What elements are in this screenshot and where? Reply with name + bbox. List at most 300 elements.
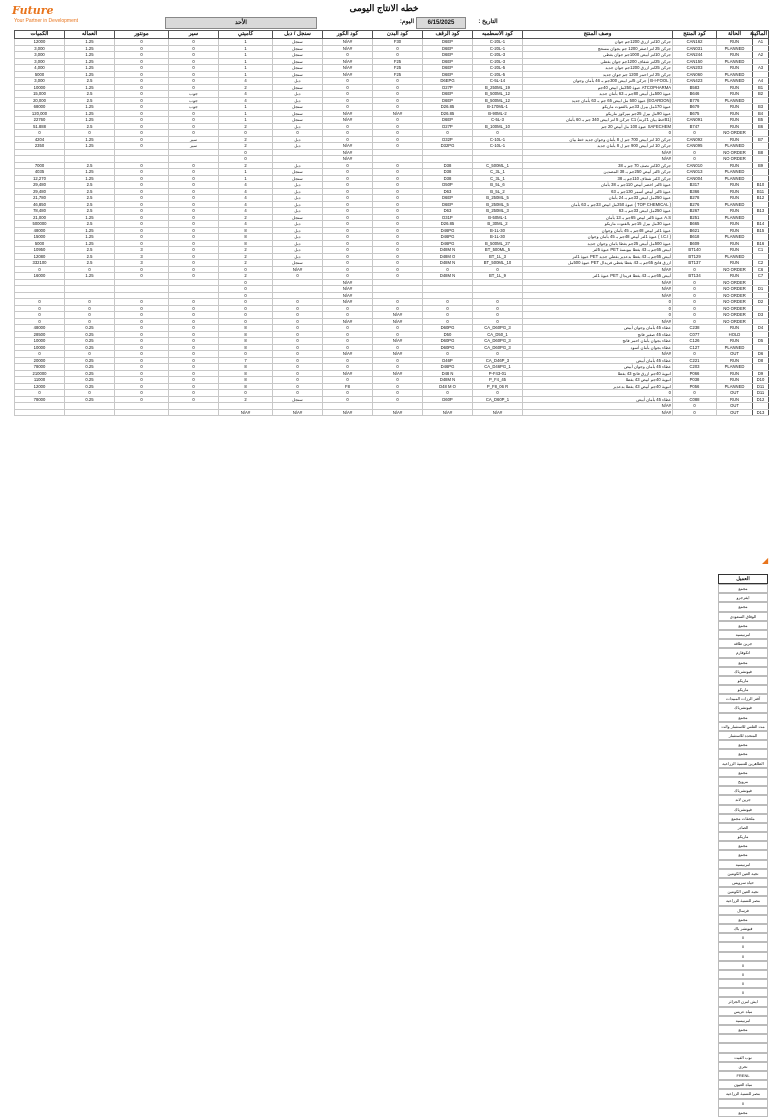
table-cell: C221 [673,357,717,364]
table-cell: P_F4_45 [473,377,523,384]
table-cell: 0 [373,247,423,254]
table-cell: 0 [323,390,373,397]
table-cell: 0 [169,195,219,202]
table-cell: D6EP [423,97,473,104]
table-cell: A3 [753,65,769,72]
table-cell: 1.25 [65,175,115,182]
table-cell: D50P [423,182,473,189]
customer-list [718,584,768,1117]
table-cell: CA_D46P_3 [473,357,523,364]
table-cell: 0 [65,312,115,319]
column-header: سنجل / دبل [273,31,323,39]
table-cell: 7000 [15,162,65,169]
table-cell: 0 [473,351,523,358]
table-cell: 0.25 [65,325,115,332]
table-cell: 0 [373,234,423,241]
table-cell: 0 [523,299,673,306]
table-cell: 8 [219,344,273,351]
table-cell: PLANNED [717,253,753,260]
table-cell: 0 [15,299,65,306]
table-cell: 3,000 [15,78,65,85]
table-cell: 0 [373,325,423,332]
table-cell: 2.5 [65,260,115,267]
table-cell: ازرق فاتح 65جم بـ 43 بغطا بغطي فريدال PET عبوة 500مل [523,260,673,267]
customer-row: فيوتشرباك [718,786,768,795]
table-cell: RUN [717,195,753,202]
table-cell: 0 [323,364,373,371]
table-cell: D6EP [423,117,473,124]
table-cell: 0 [373,162,423,169]
table-cell: CAN092 [673,136,717,143]
table-cell: 46,850 [15,201,65,208]
table-cell: 2 [219,123,273,130]
table-cell: B-1L-30 [473,227,523,234]
table-cell: دبل [273,188,323,195]
customer-row [718,1043,768,1052]
table-cell: 0 [323,104,373,111]
table-cell: D50 [423,331,473,338]
table-cell: 0 [169,240,219,247]
table-cell: 0 [673,266,717,273]
table-cell: 0 [115,97,169,104]
table-cell: #N/A [323,143,373,150]
table-cell: 1.25 [65,71,115,78]
table-cell: PLANNED [717,234,753,241]
table-cell: 0 [473,305,523,312]
table-cell: 1.25 [65,214,115,221]
customer-row: اتكوفارم [718,648,768,657]
table-cell: 1.25 [65,234,115,241]
table-cell: 0 [523,305,673,312]
column-header: العماله [65,31,115,39]
table-cell: 0 [373,130,423,137]
table-cell: C-20L-1 [473,45,523,52]
table-cell: #N/A [523,266,673,273]
table-cell: 0 [323,260,373,267]
table-cell: 0 [273,299,323,306]
column-header: مونتور [115,31,169,39]
table-cell: دبل [273,247,323,254]
logo-tagline: Your Partner in Development [14,18,79,24]
table-cell: جركن 10لتر نصف 70 جم بـ 38 [523,162,673,169]
table-cell: RUN [717,188,753,195]
table-cell: سير [169,136,219,143]
table-cell: 4 [219,78,273,85]
table-cell: NO ORDER [717,149,753,156]
table-cell: B_500ML_27 [473,240,523,247]
table-cell: B_100ML_10 [473,123,523,130]
customer-row: مرويح [718,777,768,786]
table-cell: #N/A [373,370,423,377]
table-cell: C203 [673,364,717,371]
table-cell: ( B-I-FOOL ) جركن 5لتر ابيض 300جم بـ 46 بأمان وجوان [523,78,673,85]
table-cell: 0 [323,234,373,241]
table-cell: B366 [673,188,717,195]
table-cell: 0 [323,78,373,85]
table-cell: 0 [169,39,219,46]
table-cell: 10000 [15,344,65,351]
table-cell: سير [169,143,219,150]
table-cell: RUN [717,325,753,332]
column-header: وصف المنتج [523,31,673,39]
table-cell: عبوة 5لتر اخضر أبيض 110جم بـ 38 بأمان [523,182,673,189]
table-cell: دبل [273,91,323,98]
table-cell: 0 [673,299,717,306]
table-cell: 0 [115,195,169,202]
table-cell: 0 [373,383,423,390]
customer-row: امرنيسيه [718,860,768,869]
table-cell: #N/A [323,318,373,325]
table-cell: B3 [753,104,769,111]
table-cell: 0 [115,377,169,384]
table-cell: P066 [673,370,717,377]
table-cell: 0 [373,221,423,228]
table-cell: PLANNED [717,78,753,85]
table-cell: CAN060 [673,71,717,78]
table-cell: 8 [219,227,273,234]
table-cell: 0 [323,201,373,208]
table-cell: 0 [219,279,273,286]
table-cell: D27P [423,84,473,91]
table-cell: 1.25 [65,227,115,234]
table-cell: C077 [673,331,717,338]
table-cell: D6EP [423,65,473,72]
table-cell: 0 [673,279,717,286]
day-value: الأحد [165,17,317,29]
customer-row: فيوتشر باك [718,924,768,933]
table-cell: RUN [717,396,753,403]
table-cell: D48M N [423,260,473,267]
table-cell: 2 [219,84,273,91]
table-cell: CAN031 [673,45,717,52]
table-cell: D1 [753,286,769,293]
table-cell: 0 [169,117,219,124]
table-cell: D46PG [423,240,473,247]
table-cell: 0 [423,130,473,137]
table-cell: #N/A [323,370,373,377]
table-cell: ابيض 65جم بـ 43 بغطا ببوبسة PET عبوة 5لتر [523,247,673,254]
table-cell: 0.25 [65,370,115,377]
table-cell: 0 [323,214,373,221]
table-cell: 15,000 [15,91,65,98]
table-cell: دبل [273,182,323,189]
table-cell: 8 [219,364,273,371]
table-cell: 16000 [15,273,65,280]
table-cell: RUN [717,65,753,72]
table-cell: دبل [273,97,323,104]
table-cell: #N/A [523,403,673,410]
table-cell: 3,000 [15,58,65,65]
table-cell: #N/A [273,266,323,273]
table-cell: B-170ML-1 [473,104,523,111]
table-cell: 0 [323,91,373,98]
table-cell: 2 [219,273,273,280]
table-cell: 0 [373,97,423,104]
table-cell: A4 [753,78,769,85]
table-cell: 0.25 [65,377,115,384]
table-cell: انبوبة 40جم ازرق فاتح 43 بغطا [523,370,673,377]
logo-main-text: Future [12,4,54,17]
table-cell: CA_D60PG_3 [473,325,523,332]
table-cell: #N/A [373,312,423,319]
table-cell: D6EP [423,71,473,78]
table-cell: B679 [673,104,717,111]
table-cell: 0 [373,195,423,202]
customer-row: المتحده للاستثمار [718,731,768,740]
table-cell: 0 [115,364,169,371]
table-cell: OUT [717,403,753,410]
table-cell: CAN423 [673,78,717,85]
table-cell: 0 [169,377,219,384]
table-cell: C126 [673,338,717,345]
table-cell: B665 [673,221,717,228]
table-cell: #N/A [323,156,373,163]
table-cell: F8 [323,383,373,390]
column-header: سير [169,31,219,39]
table-cell: عبوة 1لتر ابيض 48جم بـ 45 بأمان وجوان [523,227,673,234]
table-cell: 2.5 [65,195,115,202]
table-cell: 0 [373,364,423,371]
table-cell: 0 [373,331,423,338]
table-cell: D6 [753,351,769,358]
table-cell: 2.5 [65,123,115,130]
table-cell: غطاء بجوان بأمان أسود [523,344,673,351]
table-cell: 2350 [15,143,65,150]
table-cell: 0 [373,344,423,351]
table-cell: جوب [169,104,219,111]
customer-row: ايفرجرو [718,593,768,602]
customer-row: نحرى [718,1062,768,1071]
table-cell: 8 [219,331,273,338]
table-cell: CAN162 [673,39,717,46]
customer-row: ماريكو [718,676,768,685]
table-cell: 4035 [15,169,65,176]
customer-row: آفتر الرزات المبيدات [718,694,768,703]
customer-row: مجمع [718,1108,768,1117]
table-cell: C6 [753,266,769,273]
customer-row: فيوتشرباك [718,703,768,712]
table-cell: 2.5 [65,208,115,215]
table-cell: 0 [169,58,219,65]
table-cell: 0 [273,370,323,377]
table-cell: #N/A [373,338,423,345]
table-cell: C-20L-1 [473,39,523,46]
column-header: الكميات [15,31,65,39]
table-cell: 10000 [15,84,65,91]
table-cell: C088 [673,396,717,403]
table-cell: 210000 [15,370,65,377]
table-cell: عبوة 170مل بيرل 33جم بالفتوت ماريكو [523,104,673,111]
table-cell: 0 [323,396,373,403]
table-cell: 1 [219,65,273,72]
table-cell: 120,000 [15,110,65,117]
customer-row: نجيه العين الكونتين [718,887,768,896]
table-cell: A1 [753,39,769,46]
table-cell: 0 [673,130,717,137]
table-cell: جركن 25 لتر اصفر 1200 جم بجوان مسحج [523,45,673,52]
table-cell: 0 [323,97,373,104]
table-cell: 0 [273,318,323,325]
table-cell: 0 [673,390,717,397]
table-cell: سنجل [273,396,323,403]
table-cell: 0 [373,273,423,280]
table-cell: 2.5 [65,247,115,254]
table-cell: 0 [273,377,323,384]
customer-row: 0 [718,961,768,970]
customer-row: الطاهرين للتنمية الزراعيه [718,759,768,768]
customer-row: مجمع [718,621,768,630]
table-cell: NO ORDER [717,299,753,306]
table-cell: #N/A [323,409,373,416]
table-cell: PLANNED [717,175,753,182]
table-cell: 1 [219,104,273,111]
table-cell: 0 [115,58,169,65]
table-cell: 0 [169,383,219,390]
table-cell: CA_D60PG_3 [473,338,523,345]
table-cell: B_250ML_5 [473,195,523,202]
table-cell: D13 [753,409,769,416]
table-cell: NO ORDER [717,318,753,325]
table-cell: 0 [169,325,219,332]
table-cell: CAN010 [673,162,717,169]
table-cell: 0 [523,130,673,137]
table-cell: جركن 10لتر ازرق 1200جم جوان [523,39,673,46]
table-cell: C-5L-14 [473,78,523,85]
table-cell: 1 [219,39,273,46]
table-cell: 0 [673,292,717,299]
table-cell: 0 [273,331,323,338]
table-cell: 0 [373,208,423,215]
table-cell: PLANNED [717,169,753,176]
table-cell: غطاء 45 صغير فاتح [523,331,673,338]
table-cell: PLANNED [717,214,753,221]
table-cell: D26.85 [423,110,473,117]
table-cell: 0 [523,312,673,319]
table-cell: 0 [373,299,423,306]
table-cell: 0 [115,45,169,52]
table-cell: 0 [115,208,169,215]
table-cell [169,409,219,416]
table-cell: 1 [219,175,273,182]
table-cell: B7 [753,136,769,143]
table-cell: 0 [323,208,373,215]
table-cell: 0 [673,318,717,325]
table-cell: سنجل [273,117,323,124]
table-cell: B11 [753,188,769,195]
table-cell: 0 [115,266,169,273]
table-cell: D3 [753,312,769,319]
table-cell: 0 [273,390,323,397]
table-cell: D48M O [423,253,473,260]
table-cell: 0 [169,247,219,254]
customer-row: مجمع [718,768,768,777]
table-cell: 0 [115,169,169,176]
table-cell: 12,270 [15,175,65,182]
table-cell: 12000 [15,39,65,46]
table-cell: 0 [423,390,473,397]
table-cell: 0 [373,91,423,98]
table-cell: D11 [753,390,769,397]
table-cell: #N/A [323,286,373,293]
table-cell: B1 [753,84,769,91]
table-cell: سنجل [273,52,323,59]
table-cell: D60PG [423,338,473,345]
table-cell: دبل [273,221,323,228]
table-body [15,39,769,416]
customer-row: مجمع [718,749,768,758]
table-cell: 4 [219,195,273,202]
table-cell: 0 [473,266,523,273]
table-cell: 2 [219,143,273,150]
customer-row [718,1034,768,1043]
table-cell: C-5L-3 [473,117,523,124]
table-cell: 4 [219,221,273,228]
table-cell: 0 [115,370,169,377]
table-cell: 1.25 [65,52,115,59]
table-cell: PLANNED [717,201,753,208]
table-cell: 4204 [15,136,65,143]
table-cell: 0.25 [65,331,115,338]
table-cell: D2 [753,299,769,306]
table-cell: RUN [717,123,753,130]
table-cell: 3 [115,247,169,254]
table-cell: 2.5 [65,221,115,228]
table-cell: 0 [115,182,169,189]
table-cell: 0 [115,273,169,280]
table-cell: 0 [169,331,219,338]
table-cell: BT_1L_3 [473,253,523,260]
table-cell: 0 [273,338,323,345]
table-cell: 0 [65,318,115,325]
table-cell: 0 [323,266,373,273]
table-cell: PLANNED [717,364,753,371]
table-cell: CAN150 [673,58,717,65]
table-row [15,409,769,416]
customer-row: 0 [718,988,768,997]
table-cell: D63 [423,188,473,195]
table-cell: 0 [169,84,219,91]
table-cell: D4 [753,325,769,332]
table-cell: 1.25 [65,117,115,124]
column-header: كاميتي [219,31,273,39]
table-cell: B583 [673,84,717,91]
table-cell: 0 [423,318,473,325]
customer-row: الوفاق السعودى [718,612,768,621]
table-cell: 500000 [15,221,65,228]
table-cell: 0 [373,84,423,91]
table-cell: 0 [323,312,373,319]
table-cell: 1 [219,45,273,52]
customer-row: ايش امرن الجزائر [718,997,768,1006]
table-cell: #N/A [323,58,373,65]
table-cell: 10950 [15,247,65,254]
table-cell: 0 [169,390,219,397]
table-cell: 8 [219,240,273,247]
date-value: 6/15/2025 [416,17,466,29]
table-cell: 0 [323,123,373,130]
table-cell: D26.85 [423,221,473,228]
table-cell: سنجل [273,71,323,78]
table-cell: 4 [219,188,273,195]
table-cell: دبل [273,195,323,202]
table-cell: دبل [273,234,323,241]
table-cell: 1 [219,110,273,117]
table-cell: 0 [373,78,423,85]
customer-row: مجمع [718,740,768,749]
table-cell: RUN [717,260,753,267]
table-cell: 0 [323,130,373,137]
table-cell: D48 M O [423,383,473,390]
